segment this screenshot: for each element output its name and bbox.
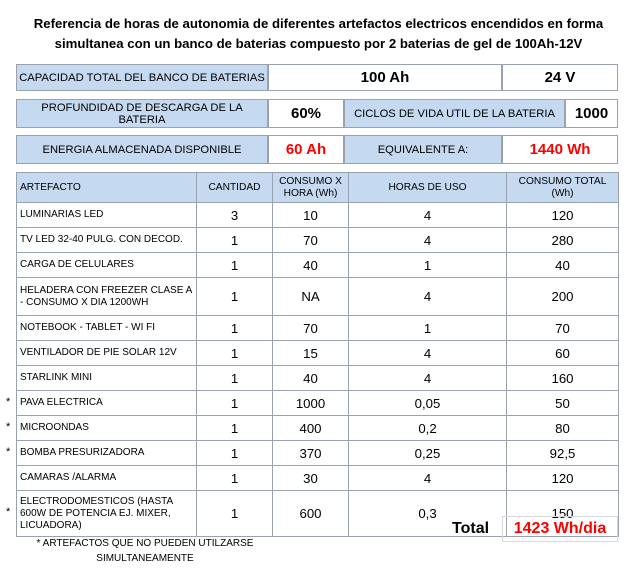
header-horas: HORAS DE USO (349, 173, 507, 203)
table-row (17, 341, 619, 366)
energy-value: 60 Ah (268, 135, 344, 164)
footnote (30, 536, 260, 566)
capacity-volts-value: 24 V (502, 64, 618, 91)
footnote-line1: * ARTEFACTOS QUE NO PUEDEN UTILZARSE (36, 538, 254, 549)
cell-cantidad: 1 (197, 253, 273, 278)
cell-consumo: 15 (273, 341, 349, 366)
cell-consumo: NA (273, 278, 349, 316)
total-value: 1423 Wh/dia (502, 516, 618, 542)
discharge-value: 60% (268, 99, 344, 128)
table-row (17, 228, 619, 253)
cell-artefacto: PAVA ELECTRICA (17, 391, 197, 416)
cell-total: 120 (507, 466, 619, 491)
cell-artefacto: ELECTRODOMESTICOS (HASTA 600W DE POTENCIA EJ. MIXER, LICUADORA) (17, 491, 197, 537)
equivalent-value: 1440 Wh (502, 135, 618, 164)
table-row (17, 391, 619, 416)
cell-total: 280 (507, 228, 619, 253)
cell-consumo: 70 (273, 228, 349, 253)
row-asterisk-marker: * (6, 395, 11, 408)
cell-consumo: 30 (273, 466, 349, 491)
cell-consumo: 70 (273, 316, 349, 341)
cell-cantidad: 1 (197, 366, 273, 391)
cell-artefacto: NOTEBOOK - TABLET - WI FI (17, 316, 197, 341)
cell-horas: 4 (349, 278, 507, 316)
header-artefacto: ARTEFACTO (17, 173, 197, 203)
cell-artefacto: VENTILADOR DE PIE SOLAR 12V (17, 341, 197, 366)
cell-cantidad: 1 (197, 491, 273, 537)
title-line-1: Referencia de horas de autonomia de diferentes artefactos electricos encendidos en forma (33, 16, 604, 31)
cell-total: 70 (507, 316, 619, 341)
energy-label: ENERGIA ALMACENADA DISPONIBLE (16, 135, 268, 164)
cycles-value: 1000 (565, 99, 618, 128)
footnote-line2: SIMULTANEAMENTE (96, 553, 194, 564)
cell-total: 60 (507, 341, 619, 366)
cell-horas: 0,25 (349, 441, 507, 466)
page-title (20, 14, 617, 54)
cell-total: 40 (507, 253, 619, 278)
row-asterisk-marker: * (6, 420, 11, 433)
cell-artefacto: TV LED 32-40 PULG. CON DECOD. (17, 228, 197, 253)
header-cantidad: CANTIDAD (197, 173, 273, 203)
header-total-line2: (Wh) (551, 187, 574, 199)
header-consumo (273, 173, 349, 203)
cell-consumo: 10 (273, 203, 349, 228)
discharge-label: PROFUNDIDAD DE DESCARGA DE LA BATERIA (16, 99, 268, 128)
cell-total: 92,5 (507, 441, 619, 466)
cell-cantidad: 1 (197, 341, 273, 366)
title-line-2: simultanea con un banco de baterias compuesto por 2 baterias de gel de 100Ah-12V (54, 36, 583, 51)
table-row (17, 441, 619, 466)
table-row (17, 278, 619, 316)
equivalent-label: EQUIVALENTE A: (344, 135, 502, 164)
cell-cantidad: 1 (197, 316, 273, 341)
cell-artefacto: STARLINK MINI (17, 366, 197, 391)
cell-total: 80 (507, 416, 619, 441)
cell-horas: 1 (349, 253, 507, 278)
cell-consumo: 40 (273, 366, 349, 391)
header-consumo-line1: CONSUMO X (279, 175, 342, 187)
cell-consumo: 370 (273, 441, 349, 466)
cell-cantidad: 1 (197, 466, 273, 491)
capacity-label: CAPACIDAD TOTAL DEL BANCO DE BATERIAS (16, 64, 268, 91)
cell-horas: 4 (349, 341, 507, 366)
cell-total: 150 (507, 491, 619, 537)
cell-total: 200 (507, 278, 619, 316)
cell-total: 120 (507, 203, 619, 228)
cell-horas: 0,3 (349, 491, 507, 537)
cell-artefacto: MICROONDAS (17, 416, 197, 441)
cycles-label: CICLOS DE VIDA UTIL DE LA BATERIA (344, 99, 565, 128)
cell-artefacto: LUMINARIAS LED (17, 203, 197, 228)
cell-artefacto: CARGA DE CELULARES (17, 253, 197, 278)
cell-horas: 0,2 (349, 416, 507, 441)
cell-total: 160 (507, 366, 619, 391)
cell-horas: 4 (349, 466, 507, 491)
table-row (17, 366, 619, 391)
cell-artefacto: HELADERA CON FREEZER CLASE A - CONSUMO X DIA 1200WH (17, 278, 197, 316)
cell-cantidad: 1 (197, 441, 273, 466)
cell-total: 50 (507, 391, 619, 416)
cell-horas: 4 (349, 366, 507, 391)
table-row (17, 416, 619, 441)
total-label: Total (452, 520, 490, 537)
cell-horas: 0,05 (349, 391, 507, 416)
cell-artefacto: CAMARAS /ALARMA (17, 466, 197, 491)
capacity-ah-value: 100 Ah (268, 64, 502, 91)
cell-cantidad: 1 (197, 416, 273, 441)
cell-horas: 4 (349, 203, 507, 228)
row-asterisk-marker: * (6, 506, 11, 518)
table-row (17, 466, 619, 491)
cell-cantidad: 1 (197, 391, 273, 416)
appliance-table (16, 172, 619, 537)
header-consumo-line2: HORA (Wh) (283, 187, 338, 199)
cell-artefacto: BOMBA PRESURIZADORA (17, 441, 197, 466)
cell-consumo: 600 (273, 491, 349, 537)
row-asterisk-marker: * (6, 445, 11, 458)
cell-horas: 1 (349, 316, 507, 341)
table-row (17, 316, 619, 341)
table-header-row (17, 173, 619, 203)
cell-horas: 4 (349, 228, 507, 253)
table-row (17, 253, 619, 278)
header-total (507, 173, 619, 203)
cell-consumo: 400 (273, 416, 349, 441)
cell-cantidad: 3 (197, 203, 273, 228)
cell-cantidad: 1 (197, 278, 273, 316)
header-total-line1: CONSUMO TOTAL (518, 175, 607, 187)
cell-consumo: 1000 (273, 391, 349, 416)
table-row (17, 203, 619, 228)
cell-cantidad: 1 (197, 228, 273, 253)
cell-consumo: 40 (273, 253, 349, 278)
